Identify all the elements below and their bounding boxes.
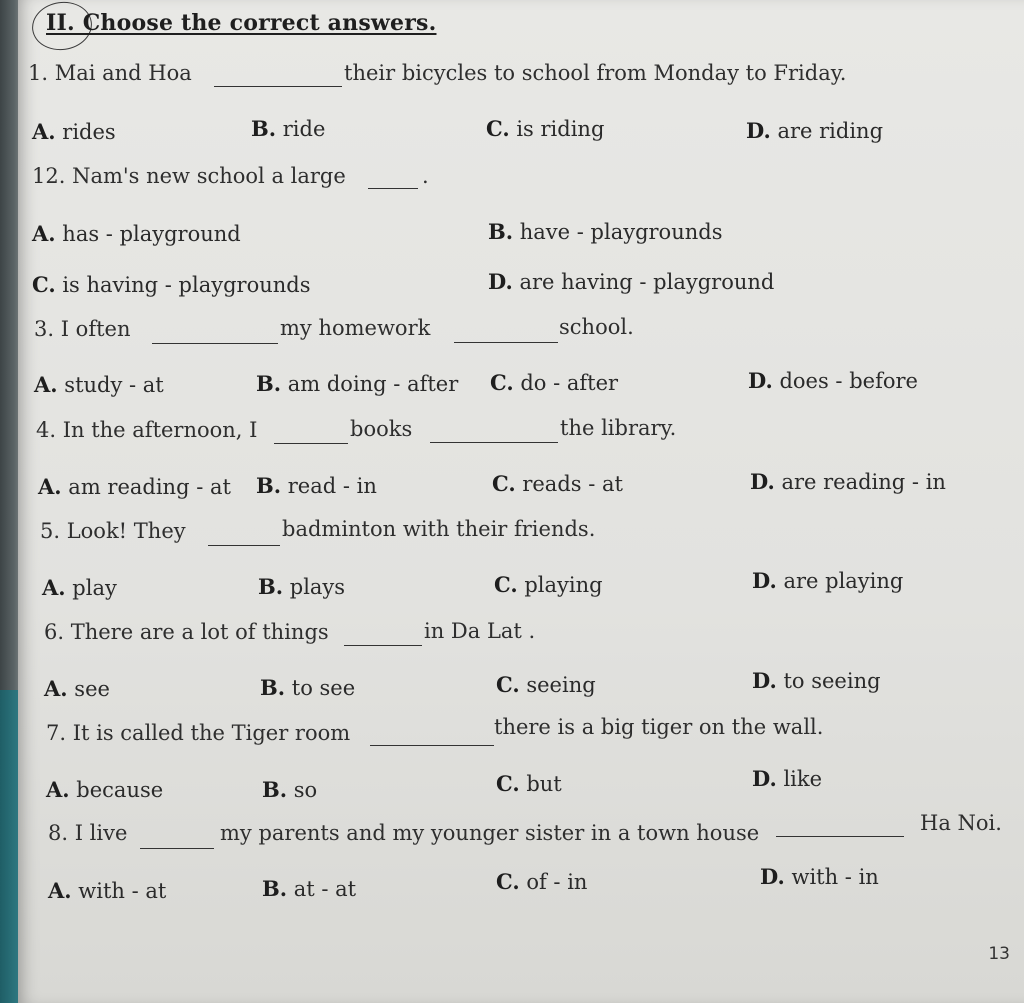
- question-1-option-b: B. ride: [251, 116, 326, 141]
- question-4-prefix: 4. In the afternoon, I: [36, 418, 258, 442]
- question-3-blank-1: [152, 343, 278, 344]
- question-5-option-d: D. are playing: [752, 568, 904, 593]
- question-5-blank: [208, 545, 280, 546]
- question-2-option-c: C. is having - playgrounds: [32, 272, 311, 297]
- question-8-option-c: C. of - in: [496, 869, 588, 894]
- worksheet-page: [18, 0, 1024, 1003]
- question-3-blank-2: [454, 342, 558, 343]
- question-7-prefix: 7. It is called the Tiger room: [46, 721, 351, 745]
- question-6-option-b: B. to see: [260, 675, 356, 700]
- question-7-option-d: D. like: [752, 766, 823, 791]
- question-1-option-a: A. rides: [32, 119, 116, 144]
- question-7-suffix: there is a big tiger on the wall.: [494, 715, 824, 739]
- question-4-option-a: A. am reading - at: [38, 474, 231, 499]
- question-6-option-d: D. to seeing: [752, 668, 881, 693]
- question-4-suffix: the library.: [560, 416, 677, 440]
- page-number: 13: [988, 944, 1010, 964]
- question-3-option-a: A. study - at: [34, 372, 164, 397]
- question-1-prefix: 1. Mai and Hoa: [28, 61, 192, 85]
- question-3-middle: my homework: [280, 316, 431, 340]
- question-2-prefix: 12. Nam's new school a large: [32, 164, 346, 188]
- question-6-option-a: A. see: [44, 676, 110, 701]
- question-4-blank-1: [274, 443, 348, 444]
- question-4-middle: books: [350, 417, 413, 441]
- question-7-option-b: B. so: [262, 777, 318, 802]
- section-heading: II. Choose the correct answers.: [46, 10, 437, 36]
- question-7-option-a: A. because: [46, 777, 164, 802]
- question-2-option-a: A. has - playground: [32, 221, 241, 246]
- question-3-prefix: 3. I often: [34, 317, 131, 341]
- question-4-option-c: C. reads - at: [492, 471, 623, 496]
- question-7-blank: [370, 745, 494, 746]
- question-8-middle: my parents and my younger sister in a town house: [220, 821, 760, 845]
- question-5-option-c: C. playing: [494, 572, 603, 597]
- question-3-option-d: D. does - before: [748, 368, 918, 393]
- question-2-blank: [368, 188, 418, 189]
- question-8-prefix: 8. I live: [48, 821, 128, 845]
- question-5-option-b: B. plays: [258, 574, 346, 599]
- question-5-suffix: badminton with their friends.: [282, 517, 596, 541]
- question-5-option-a: A. play: [42, 575, 117, 600]
- question-1-option-c: C. is riding: [486, 116, 605, 141]
- question-8-option-a: A. with - at: [48, 878, 167, 903]
- question-2-option-d: D. are having - playground: [488, 269, 775, 294]
- question-3-option-c: C. do - after: [490, 370, 619, 395]
- question-4-option-d: D. are reading - in: [750, 469, 946, 494]
- question-4-blank-2: [430, 442, 558, 443]
- question-6-blank: [344, 645, 422, 646]
- question-4-option-b: B. read - in: [256, 473, 377, 498]
- question-6-option-c: C. seeing: [496, 672, 596, 697]
- question-8-blank-1: [140, 848, 214, 849]
- question-5-prefix: 5. Look! They: [40, 519, 186, 543]
- question-8-suffix: Ha Noi.: [920, 811, 1002, 835]
- question-7-option-c: C. but: [496, 771, 562, 796]
- question-2-suffix: .: [422, 164, 429, 188]
- question-3-option-b: B. am doing - after: [256, 371, 459, 396]
- question-8-blank-2: [776, 836, 904, 837]
- question-1-blank: [214, 86, 342, 87]
- question-1-option-d: D. are riding: [746, 118, 884, 143]
- question-3-suffix: school.: [559, 315, 634, 339]
- question-8-option-b: B. at - at: [262, 876, 357, 901]
- question-2-option-b: B. have - playgrounds: [488, 219, 723, 244]
- question-8-option-d: D. with - in: [760, 864, 879, 889]
- question-6-suffix: in Da Lat .: [424, 619, 536, 643]
- question-1-suffix: their bicycles to school from Monday to Friday.: [344, 61, 847, 85]
- question-6-prefix: 6. There are a lot of things: [44, 620, 329, 644]
